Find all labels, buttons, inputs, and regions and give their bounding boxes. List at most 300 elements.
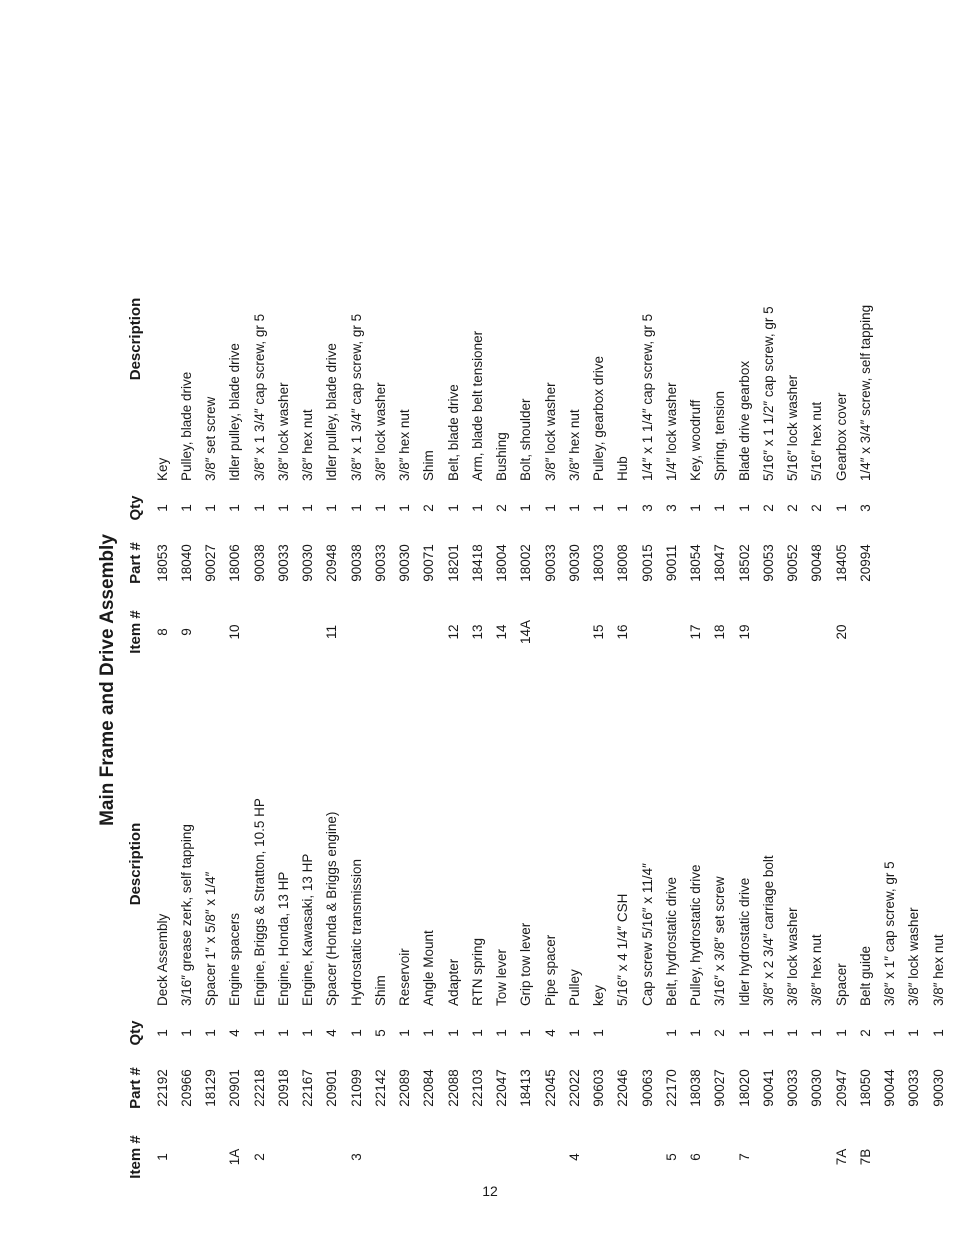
cell-part-number: 18006	[227, 544, 243, 582]
cell-qty: 1	[615, 504, 631, 512]
cell-part-number: 18038	[688, 1069, 704, 1107]
table-row	[174, 189, 198, 665]
table-row	[223, 189, 247, 665]
cell-item	[514, 1124, 538, 1190]
cell-qty: 1	[566, 504, 582, 512]
cell-item	[781, 599, 805, 665]
cell-qty: 1	[736, 1029, 752, 1037]
column-header-description: Description	[127, 822, 144, 906]
cell-part-number: 22167	[300, 1069, 316, 1107]
cell-description: Angle Mount	[421, 930, 437, 1006]
cell-description: Idler pulley, blade drive	[227, 343, 243, 481]
cell-part-number: 22103	[469, 1069, 485, 1107]
cell-item	[805, 599, 829, 665]
cell-description: Tow lever	[494, 948, 510, 1006]
cell-description: Pulley, hydrostatic drive	[688, 864, 704, 1006]
cell-part-number: 18405	[833, 544, 849, 582]
cell-description: Blade drive gearbox	[736, 360, 752, 481]
table-row	[441, 714, 465, 1190]
cell-part-number: 90053	[760, 544, 776, 582]
cell-part-number: 22047	[494, 1069, 510, 1107]
cell-qty: 1	[178, 1029, 194, 1037]
cell-item: 4	[566, 1153, 582, 1161]
table-row	[853, 714, 877, 1190]
cell-part-number: 90044	[882, 1069, 898, 1107]
table-row	[271, 714, 295, 1190]
cell-qty: 1	[421, 1029, 437, 1037]
cell-part-number: 90033	[372, 544, 388, 582]
cell-description: Spacer (Honda & Briggs engine)	[324, 811, 340, 1006]
cell-item	[926, 1124, 950, 1190]
cell-part-number: 18002	[518, 544, 534, 582]
table-row	[659, 714, 683, 1190]
cell-item	[781, 1124, 805, 1190]
cell-description: Belt guide	[857, 945, 873, 1006]
cell-description: 3/8″ x 2 3/4″ carriage bolt	[760, 855, 776, 1006]
cell-item: 19	[736, 624, 752, 640]
cell-description: Pulley	[566, 969, 582, 1006]
cell-qty: 1	[445, 1029, 461, 1037]
cell-qty: 1	[227, 504, 243, 512]
cell-part-number: 90011	[663, 544, 679, 582]
table-row	[756, 714, 780, 1190]
cell-item	[271, 599, 295, 665]
cell-item	[199, 599, 223, 665]
cell-part-number: 90030	[809, 1069, 825, 1107]
cell-description: 5/16″ lock washer	[785, 374, 801, 481]
table-row	[393, 714, 417, 1190]
table-row	[150, 189, 174, 665]
table-row	[829, 189, 853, 665]
cell-description: Shim	[372, 975, 388, 1006]
cell-qty: 1	[736, 504, 752, 512]
cell-description: Arm, blade belt tensioner	[469, 330, 485, 481]
cell-part-number: 22022	[566, 1069, 582, 1107]
cell-qty: 1	[833, 504, 849, 512]
cell-qty: 1	[494, 1029, 510, 1037]
cell-item: 7A	[833, 1148, 849, 1166]
cell-item	[368, 599, 392, 665]
cell-part-number: 90027	[203, 544, 219, 582]
cell-part-number: 22046	[615, 1069, 631, 1107]
cell-qty: 5	[372, 1029, 388, 1037]
cell-description: Hub	[615, 456, 631, 481]
cell-qty: 1	[518, 504, 534, 512]
cell-qty	[635, 1014, 659, 1052]
cell-item: 18	[712, 624, 728, 640]
cell-part-number: 90033	[275, 544, 291, 582]
cell-description: Belt, hydrostatic drive	[663, 876, 679, 1006]
cell-description: 3/8″ x 1″ cap screw, gr 5	[882, 861, 898, 1006]
cell-description: Grip tow lever	[518, 922, 534, 1006]
cell-item	[635, 599, 659, 665]
column-header-part: Part #	[127, 542, 144, 584]
table-row	[320, 714, 344, 1190]
cell-qty: 1	[930, 1029, 946, 1037]
cell-qty: 4	[542, 1029, 558, 1037]
table-row	[538, 189, 562, 665]
cell-part-number: 20901	[324, 1069, 340, 1107]
cell-description: Idler pulley, blade drive	[324, 343, 340, 481]
cell-item: 6	[688, 1153, 704, 1161]
table-row	[562, 714, 586, 1190]
cell-description: 3/8″ lock washer	[542, 382, 558, 481]
cell-qty: 2	[809, 504, 825, 512]
cell-description: key	[591, 984, 607, 1006]
cell-description: Pulley, blade drive	[178, 371, 194, 481]
cell-qty: 3	[857, 504, 873, 512]
cell-part-number: 90027	[712, 1069, 728, 1107]
cell-item: 2	[251, 1153, 267, 1161]
cell-part-number: 20947	[833, 1069, 849, 1107]
table-row	[756, 189, 780, 665]
cell-part-number: 90033	[906, 1069, 922, 1107]
cell-qty: 2	[494, 504, 510, 512]
cell-item	[659, 599, 683, 665]
cell-description: 3/8″ hex nut	[397, 409, 413, 481]
cell-description: 3/8″ hex nut	[300, 409, 316, 481]
cell-qty: 1	[372, 504, 388, 512]
cell-part-number: 22088	[445, 1069, 461, 1107]
cell-item: 13	[469, 624, 485, 640]
table-row	[417, 714, 441, 1190]
cell-qty: 1	[300, 1029, 316, 1037]
cell-description: 3/8″ lock washer	[275, 382, 291, 481]
cell-description: 1/4″ x 1 1/4″ cap screw, gr 5	[639, 313, 655, 481]
parts-table-right	[110, 189, 878, 665]
cell-part-number: 90048	[809, 544, 825, 582]
cell-qty: 1	[785, 1029, 801, 1037]
header-row	[110, 189, 150, 665]
cell-item	[247, 599, 271, 665]
cell-qty: 1	[469, 504, 485, 512]
cell-item: 14A	[518, 619, 534, 645]
table-row	[562, 189, 586, 665]
cell-description: Adapter	[445, 958, 461, 1006]
cell-part-number: 22089	[397, 1069, 413, 1107]
cell-part-number: 90030	[300, 544, 316, 582]
cell-qty: 1	[591, 1029, 607, 1037]
cell-qty: 2	[857, 1029, 873, 1037]
cell-part-number: 18040	[178, 544, 194, 582]
cell-qty: 1	[348, 1029, 364, 1037]
table-row	[514, 189, 538, 665]
cell-item	[878, 1124, 902, 1190]
table-row	[223, 714, 247, 1190]
cell-part-number: 18003	[591, 544, 607, 582]
cell-description: Reservoir	[397, 948, 413, 1006]
cell-qty: 1	[906, 1029, 922, 1037]
cell-qty: 2	[760, 504, 776, 512]
cell-description: Engine, Kawasaki, 13 HP	[300, 853, 316, 1006]
cell-item	[853, 599, 877, 665]
cell-part-number: 18050	[857, 1069, 873, 1107]
cell-item	[174, 1124, 198, 1190]
cell-part-number: 18129	[203, 1069, 219, 1107]
cell-part-number: 90033	[542, 544, 558, 582]
table-row	[538, 714, 562, 1190]
cell-part-number: 90063	[639, 1069, 655, 1107]
table-row	[732, 714, 756, 1190]
cell-qty: 1	[469, 1029, 485, 1037]
cell-qty: 1	[566, 1029, 582, 1037]
cell-description: 5/16″ x 4 1/4″ CSH	[615, 893, 631, 1006]
cell-description: Idler hydrostatic drive	[736, 877, 752, 1006]
cell-item	[271, 1124, 295, 1190]
cell-description: 3/8″ lock washer	[372, 382, 388, 481]
cell-qty: 1	[445, 504, 461, 512]
table-row	[587, 189, 611, 665]
cell-part-number: 22170	[663, 1069, 679, 1107]
cell-item: 20	[833, 624, 849, 640]
cell-part-number: 22045	[542, 1069, 558, 1107]
cell-item: 12	[445, 624, 461, 640]
table-row	[587, 714, 611, 1190]
table-row	[514, 714, 538, 1190]
cell-description: 3/8″ hex nut	[566, 409, 582, 481]
cell-qty: 1	[760, 1029, 776, 1037]
cell-item: 9	[178, 628, 194, 636]
cell-description: 3/8″ hex nut	[930, 934, 946, 1006]
cell-qty: 1	[251, 1029, 267, 1037]
cell-item: 8	[154, 628, 170, 636]
table-row	[708, 189, 732, 665]
table-row	[659, 189, 683, 665]
column-header-item: Item #	[127, 610, 144, 654]
cell-item	[708, 1124, 732, 1190]
cell-description: Key	[154, 457, 170, 481]
cell-description: 5/16″ x 1 1/2″ cap screw, gr 5	[760, 306, 776, 481]
column-header-qty: Qty	[127, 495, 144, 521]
cell-qty: 1	[154, 1029, 170, 1037]
cell-item: 16	[615, 624, 631, 640]
cell-item	[611, 1124, 635, 1190]
cell-part-number: 18004	[494, 544, 510, 582]
cell-item: 7B	[857, 1148, 873, 1166]
cell-description: Bolt, shoulder	[518, 398, 534, 481]
cell-part-number: 90038	[348, 544, 364, 582]
table-row	[417, 189, 441, 665]
cell-description: Gearbox cover	[833, 392, 849, 481]
cell-item: 15	[591, 624, 607, 640]
cell-qty: 1	[348, 504, 364, 512]
cell-item: 1	[154, 1153, 170, 1161]
table-row	[829, 714, 853, 1190]
cell-description: 1/4″ lock washer	[663, 382, 679, 481]
cell-item	[320, 1124, 344, 1190]
cell-item	[562, 599, 586, 665]
cell-part-number: 18413	[518, 1069, 534, 1107]
cell-item: 3	[348, 1153, 364, 1161]
cell-part-number: 20948	[324, 544, 340, 582]
table-row	[635, 714, 659, 1190]
cell-item	[344, 599, 368, 665]
cell-item	[199, 1124, 223, 1190]
cell-qty: 3	[639, 504, 655, 512]
page-title: Main Frame and Drive Assembly	[97, 534, 118, 826]
table-row	[320, 189, 344, 665]
table-row	[781, 714, 805, 1190]
table-row	[150, 714, 174, 1190]
cell-item	[756, 599, 780, 665]
table-row	[708, 714, 732, 1190]
cell-qty: 3	[663, 504, 679, 512]
table-row	[490, 714, 514, 1190]
cell-item: 5	[663, 1153, 679, 1161]
cell-description: 1/4″ x 3/4″ screw, self tapping	[857, 304, 873, 481]
cell-item	[902, 1124, 926, 1190]
cell-part-number: 18020	[736, 1069, 752, 1107]
cell-description: 3/8″ x 1 3/4″ cap screw, gr 5	[251, 313, 267, 481]
cell-item	[393, 599, 417, 665]
cell-part-number: 90030	[930, 1069, 946, 1107]
cell-qty: 1	[275, 504, 291, 512]
cell-item	[296, 1124, 320, 1190]
cell-part-number: 18047	[712, 544, 728, 582]
column-header-part: Part #	[127, 1067, 144, 1109]
table-row	[368, 189, 392, 665]
parts-list-rotated	[94, 170, 946, 1190]
cell-part-number: 90071	[421, 544, 437, 582]
cell-description: 3/16″ grease zerk, self tapping	[178, 824, 194, 1006]
cell-part-number: 22218	[251, 1069, 267, 1107]
cell-part-number: 90052	[785, 544, 801, 582]
table-row	[441, 189, 465, 665]
cell-description: 3/8″ lock washer	[785, 907, 801, 1006]
column-header-item: Item #	[127, 1135, 144, 1179]
cell-description: 5/16″ hex nut	[809, 401, 825, 481]
cell-qty: 1	[663, 1029, 679, 1037]
cell-part-number: 20994	[857, 544, 873, 582]
cell-item: 11	[324, 625, 340, 640]
cell-item	[490, 1124, 514, 1190]
cell-qty: 1	[203, 1029, 219, 1037]
table-row	[805, 189, 829, 665]
cell-part-number: 20901	[227, 1069, 243, 1107]
cell-item	[393, 1124, 417, 1190]
cell-qty: 2	[421, 504, 437, 512]
cell-item	[368, 1124, 392, 1190]
cell-part-number: 18418	[469, 544, 485, 582]
cell-description: Spring, tension	[712, 390, 728, 481]
table-row	[853, 189, 877, 665]
cell-item: 17	[688, 624, 704, 640]
cell-qty: 1	[712, 504, 728, 512]
cell-description: 3/16″ x 3/8″ set screw	[712, 876, 728, 1006]
cell-item	[417, 1124, 441, 1190]
cell-description: Pulley, gearbox drive	[591, 355, 607, 481]
table-row	[902, 714, 926, 1190]
table-row	[684, 189, 708, 665]
cell-part-number: 18201	[445, 544, 461, 582]
table-row	[465, 189, 489, 665]
table-row	[199, 714, 223, 1190]
table-row	[732, 189, 756, 665]
cell-part-number: 18502	[736, 544, 752, 582]
cell-part-number: 22142	[372, 1069, 388, 1107]
table-row	[805, 714, 829, 1190]
cell-qty: 1	[591, 504, 607, 512]
cell-qty: 1	[397, 504, 413, 512]
cell-item	[538, 1124, 562, 1190]
cell-item	[465, 1124, 489, 1190]
cell-description: Bushing	[494, 432, 510, 481]
table-row	[344, 714, 368, 1190]
parts-table-left-body	[150, 714, 950, 1190]
cell-item	[587, 1124, 611, 1190]
cell-part-number: 18008	[615, 544, 631, 582]
cell-part-number: 21099	[348, 1069, 364, 1107]
cell-part-number: 90030	[566, 544, 582, 582]
table-row	[271, 189, 295, 665]
cell-item: 7	[736, 1153, 752, 1161]
cell-description: 3/8″ x 1 3/4″ cap screw, gr 5	[348, 313, 364, 481]
table-row	[344, 189, 368, 665]
cell-part-number: 90030	[397, 544, 413, 582]
cell-description: Cap screw 5/16″ x 11/4″	[639, 863, 655, 1006]
cell-qty: 1	[688, 504, 704, 512]
cell-item	[805, 1124, 829, 1190]
cell-qty	[611, 1014, 635, 1052]
cell-qty: 4	[227, 1029, 243, 1037]
cell-description: RTN spring	[469, 937, 485, 1006]
table-row	[174, 714, 198, 1190]
table-row	[296, 189, 320, 665]
cell-description: 3/8″ lock washer	[906, 907, 922, 1006]
table-row	[611, 189, 635, 665]
cell-part-number: 90603	[591, 1069, 607, 1107]
cell-description: 3/8″ set screw	[203, 396, 219, 481]
cell-item	[417, 599, 441, 665]
table-row	[781, 189, 805, 665]
cell-description: Belt, blade drive	[445, 384, 461, 481]
cell-part-number: 22192	[154, 1069, 170, 1107]
cell-item	[635, 1124, 659, 1190]
cell-qty: 1	[882, 1029, 898, 1037]
cell-description: Spacer	[833, 963, 849, 1006]
cell-part-number: 22084	[421, 1069, 437, 1107]
cell-qty: 1	[203, 504, 219, 512]
parts-table-right-body	[150, 189, 878, 665]
cell-description: 3/8″ hex nut	[809, 934, 825, 1006]
cell-item	[296, 599, 320, 665]
cell-item: 10	[227, 624, 243, 640]
parts-table-left	[110, 714, 950, 1190]
cell-part-number: 90015	[639, 544, 655, 582]
table-row	[611, 714, 635, 1190]
cell-qty: 1	[542, 504, 558, 512]
cell-qty: 1	[251, 504, 267, 512]
cell-description: Key, woodruff	[688, 399, 704, 481]
table-row	[393, 189, 417, 665]
cell-item	[441, 1124, 465, 1190]
cell-qty: 1	[809, 1029, 825, 1037]
cell-item: 14	[494, 624, 510, 640]
table-row	[490, 189, 514, 665]
cell-part-number: 18054	[688, 544, 704, 582]
cell-qty: 1	[688, 1029, 704, 1037]
cell-description: Hydrostatic transmission	[348, 858, 364, 1006]
cell-description: Pipe spacer	[542, 934, 558, 1006]
cell-description: Engine, Honda, 13 HP	[275, 871, 291, 1006]
cell-qty: 2	[712, 1029, 728, 1037]
table-row	[199, 189, 223, 665]
cell-qty: 1	[300, 504, 316, 512]
cell-part-number: 18053	[154, 544, 170, 582]
table-row	[368, 714, 392, 1190]
table-row	[247, 714, 271, 1190]
cell-item: 1A	[227, 1148, 243, 1166]
